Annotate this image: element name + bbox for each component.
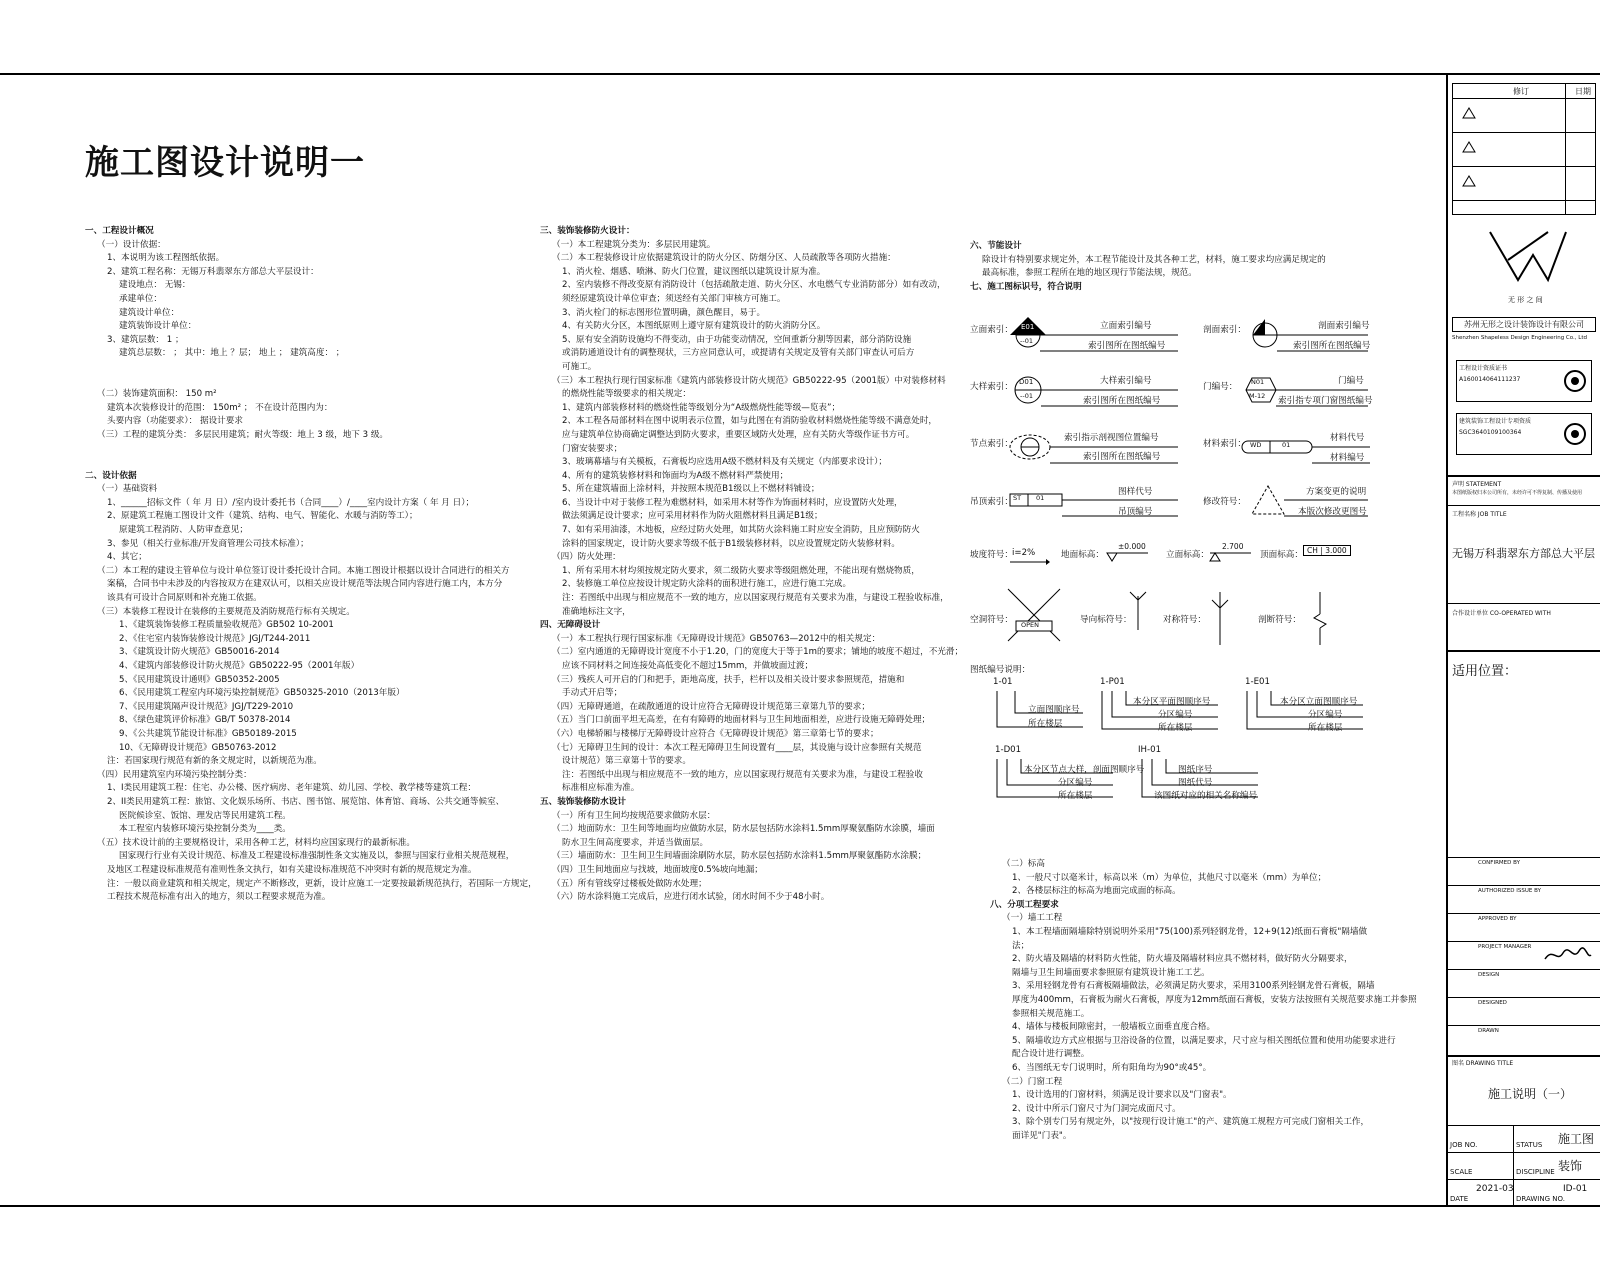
text-line: （二）装饰建筑面积： 150 m² xyxy=(97,389,217,400)
text-line: 2、室内装修不得改变原有消防设计（包括疏散走道、防火分区、水电燃气专业消防部分）如有改动， xyxy=(562,280,946,291)
floor-elev-value: ±0.000 xyxy=(1118,542,1146,551)
text-line: 7、《民用建筑隔声设计规范》JGJ/T229-2010 xyxy=(119,701,294,712)
tag4-b: 分区编号 xyxy=(1058,778,1093,788)
text-line: 建筑总层数： ； 其中：地上 ？层； 地上 ； 建筑高度： ； xyxy=(119,348,345,359)
text-line: （四）无障碍通道，在疏散通道的设计应符合无障碍设计规范第三章第九节的要求； xyxy=(552,701,870,712)
text-line: 1、______招标文件（ 年 月 日）/室内设计委托书（合同____）/____室内设计方案（ 年 月 日）； xyxy=(107,497,475,508)
opening-symbol xyxy=(1006,587,1062,643)
text-line: 5、《民用建筑设计通则》GB50352-2005 xyxy=(119,674,280,685)
text-line: 厚度为400mm，石膏板为耐火石膏板，厚度为12mm纸面石膏板，安装方法按照有关规范要求施工并参照 xyxy=(1012,994,1417,1005)
text-line: 1、消火栓、烟感、喷淋、防火门位置，建议图纸以建筑设计原为准。 xyxy=(562,266,826,277)
text-line: 4、《建筑内部装修设计防火规范》GB50222-95（2001年版） xyxy=(119,661,360,671)
date-label: DATE xyxy=(1450,1195,1469,1203)
text-line: 注：一般以商业建筑和相关规定，规定产不断修改，更新，设计应施工一定要按最新规范执行，若国际一方规定， xyxy=(107,878,537,889)
text-line: （二）本工程的建设主管单位与设计单位签订设计委托设计合同。本施工图设计根据以设计合同进行的相关方 xyxy=(97,565,510,576)
text-line: （二）地面防水：卫生间等地面均应做防水层，防水层包括防水涂料1.5mm厚聚氨酯防水涂膜，墙面 xyxy=(552,824,935,835)
text-line: 应该不同材料之间连接处高低变化不超过15mm，并做坡面过渡； xyxy=(562,661,814,671)
cooperated-label: 合作设计单位 CO-OPERATED WITH xyxy=(1452,610,1551,617)
text-line: 及地区工程建设标准规范有准则性条文执行，如有关建设标准规范不冲突时有新的规范规定为准。 xyxy=(107,864,477,875)
text-line: 9、《公共建筑节能设计标准》GB50189-2015 xyxy=(119,728,297,739)
job-title: 无锡万科翡翠东方部总大平层 xyxy=(1452,547,1595,560)
guide-symbol xyxy=(1128,590,1148,630)
status-label: STATUS xyxy=(1516,1141,1543,1149)
text-line: 涂料的国家规定，设计防火要求等级不低于B1级装修材料，以应设置规定防火装修材料。 xyxy=(562,538,900,549)
logo-caption: 无 形 之 间 xyxy=(1508,296,1543,304)
text-line: （三）本装修工程设计在装修的主要规范及消防规范行标有关规定。 xyxy=(97,606,355,617)
status-value: 施工图 xyxy=(1558,1132,1595,1146)
text-line: 防水卫生间高度要求，并适当做面层。 xyxy=(562,837,709,848)
revision-divider xyxy=(1565,84,1566,214)
tag2-c: 所在楼层 xyxy=(1158,723,1193,733)
text-line: 6、《民用建筑工程室内环境污染控制规范》GB50325-2010（2013年版） xyxy=(119,688,405,699)
text-line: 5、所在建筑墙面上涂材料，并按照本规范B1级以上不燃材料铺设； xyxy=(562,484,820,495)
text-line: （一）所有卫生间均按规范要求做防水层： xyxy=(552,810,716,821)
text-line: 建筑装饰设计单位： xyxy=(119,321,197,332)
ceiling-index-code: ST xyxy=(1013,494,1022,502)
slope-label: 坡度符号： xyxy=(970,550,1013,560)
text-line: 1、本工程墙面隔墙除特别说明外采用"75(100)系列轻钢龙骨，12+9(12)纸面石膏板"隔墙做 xyxy=(1012,926,1368,937)
text-line: （三）墙面防水：卫生间卫生间墙面涂刷防水层，防水层包括防水涂料1.5mm厚聚氨酯防水涂膜； xyxy=(552,851,927,862)
revision-triangles-icon xyxy=(1461,106,1477,206)
text-line: 准确地标注文字， xyxy=(562,606,631,617)
stamp1-title: 工程设计资质证书 xyxy=(1459,365,1508,372)
text-line: 2、II类民用建筑工程：旅馆、文化娱乐场所、书店、图书馆、展览馆、体育馆、商场、公共交通等候室、 xyxy=(107,796,505,807)
tag1-b: 所在楼层 xyxy=(1028,719,1063,729)
ceiling-elev-value: 3.000 xyxy=(1325,546,1347,555)
stamp2-seal-icon xyxy=(1563,422,1587,446)
text-line: （三）残疾人可开启的门和把手，距地高度，扶手，栏杆以及相关设计要求参照规范，措施和 xyxy=(552,674,905,685)
section-heading: 六、节能设计 xyxy=(970,241,1022,251)
stamp1-no: A160014064111237 xyxy=(1459,376,1521,383)
text-line: 建筑本次装修设计的范围： 150m² ； 不在设计范围内为： xyxy=(107,402,333,413)
text-line: 1、设计选用的门窗材料，须满足设计要求以及"门窗表"。 xyxy=(1012,1090,1232,1101)
revision-b: 本版次修改更图号 xyxy=(1298,507,1367,517)
text-line: 3、玻璃幕墙与有关模板，石膏板均应选用A级不燃材料及有关规定（内部要求设计）； xyxy=(562,457,888,468)
company-logo-icon xyxy=(1488,230,1568,290)
text-line: 承建单位： xyxy=(119,293,162,304)
tag2-code: 1-P01 xyxy=(1100,677,1125,687)
text-line: （二）本工程装修设计应依据建筑设计的防火分区、防烟分区、人员疏散等各项防火措施： xyxy=(552,253,896,264)
sect-index-label: 剖面索引： xyxy=(1203,325,1246,335)
text-line: 建筑设计单位： xyxy=(119,307,180,318)
node-index-b: 索引图所在图纸编号 xyxy=(1083,452,1161,462)
detail-index-a: 大样索引编号 xyxy=(1100,376,1152,386)
tag4-code: 1-D01 xyxy=(995,745,1022,755)
text-line: 头要内容（功能要求）： 据设计要求 xyxy=(107,416,243,427)
text-line: 该具有可设计合同原则和补充施工依据。 xyxy=(107,593,262,604)
node-index-label: 节点索引： xyxy=(970,439,1013,449)
text-line: 1、所有采用木材均须按规定防火要求，须二级防火要求等级阻燃处理，不能出现有燃烧物质， xyxy=(562,565,920,576)
tag3-c: 所在楼层 xyxy=(1308,723,1343,733)
tag5-c: 该图纸对应的相关名称编号 xyxy=(1154,791,1258,801)
text-line: 隔墙与卫生间墙面要求参照原有建筑设计施工工艺。 xyxy=(1012,967,1210,978)
detail-index-label: 大样索引： xyxy=(970,382,1013,392)
tag3-b: 分区编号 xyxy=(1308,710,1343,720)
footer-hline xyxy=(1448,1152,1600,1153)
tag1-a: 立面图顺序号 xyxy=(1028,705,1080,715)
text-line: 4、所有的建筑装修材料和饰面均为A级不燃材料严禁使用； xyxy=(562,470,789,481)
authorized-label: AUTHORIZED ISSUE BY xyxy=(1478,888,1541,894)
text-line: 2、防火墙及隔墙的材料防火性能，防火墙及隔墙材料应具不燃材料，做好防火分隔要求， xyxy=(1012,954,1353,965)
job-title-label: 工程名称 JOB TITLE xyxy=(1452,511,1507,518)
text-line: 医院候诊室、饭馆、理发店等民用建筑工程。 xyxy=(119,810,291,821)
door-no-code: N01 xyxy=(1251,378,1265,386)
text-line: 4、墙体与楼板间隙密封，一般墙板立面垂直度合格。 xyxy=(1012,1022,1216,1033)
tb-divider xyxy=(1448,857,1600,858)
tag5-a: 图纸序号 xyxy=(1178,765,1213,775)
text-line xyxy=(85,456,537,470)
column-elevations-works xyxy=(990,858,1417,1143)
column-general xyxy=(85,225,537,905)
tag3-a: 本分区立面图顺序号 xyxy=(1280,697,1358,707)
text-line: 2、本工程各局部材料在图中说明表示位置，如与此图在有消防验收材料燃烧性能等级不满意处时， xyxy=(562,416,938,427)
text-line: 最高标准，参照工程所在地的地区现行节能法规，规范。 xyxy=(982,268,1197,279)
drawing-sheet xyxy=(0,73,1600,1207)
mat-index-label: 材料索引： xyxy=(1203,439,1246,449)
text-line: 法； xyxy=(1012,940,1030,951)
opening-label: 空洞符号： xyxy=(970,615,1013,625)
ceiling-index-b: 吊顶编号 xyxy=(1118,507,1153,517)
stamp-2 xyxy=(1456,413,1592,455)
tag2-b: 分区编号 xyxy=(1158,710,1193,720)
text-line: 的燃烧性能等级要求的相关规定： xyxy=(562,389,691,400)
elev-index-b: 索引图所在图纸编号 xyxy=(1088,341,1166,351)
text-line: 国家现行行业有关设计规范、标准及工程建设标准强制性条文实施及以，参照与国家行业相关规范规程， xyxy=(119,851,515,862)
tb-divider xyxy=(1448,505,1600,506)
text-line: 2、装修施工单位应按设计规定防火涂料的面积进行施工，应进行施工完成。 xyxy=(562,579,852,590)
revision-label: 修改符号： xyxy=(1203,497,1246,507)
title-block xyxy=(1446,75,1600,1205)
stamp-1 xyxy=(1456,360,1592,402)
text-line: 建设地点： 无锡： xyxy=(119,280,191,291)
section-heading: 二、设计依据 xyxy=(85,470,137,481)
tb-divider xyxy=(1448,969,1600,970)
ceiling-elev-box: CH | 3.000 xyxy=(1303,545,1351,556)
column-fire-accessibility xyxy=(540,225,963,905)
section-heading: 一、工程设计概况 xyxy=(85,226,154,236)
stamp2-no: SGC3640109100364 xyxy=(1459,429,1522,436)
page-title: 施工图设计说明一 xyxy=(85,143,365,183)
text-line: 6、当设计中对于装修工程为难燃材料，如采用木材等作为饰面材料时，应设置防火处理， xyxy=(562,497,903,508)
sheet-no-title: 图纸编号说明： xyxy=(970,665,1031,675)
text-line: 1、《建筑装饰装修工程质量验收规范》GB502 10-2001 xyxy=(119,620,334,631)
sect-index-b: 索引图所在图纸编号 xyxy=(1293,341,1371,351)
tb-divider xyxy=(1448,913,1600,914)
text-line: 1、建筑内部装修材料的燃烧性能等级划分为“A级燃烧性能等级—览表”； xyxy=(562,402,841,413)
mat-index-b: 材料编号 xyxy=(1330,453,1365,463)
drawing-no-value: ID-01 xyxy=(1563,1184,1588,1194)
elev-index-code: E01 xyxy=(1021,323,1035,331)
ceiling-elev-code: CH xyxy=(1307,546,1318,555)
rev-row-line xyxy=(1453,200,1595,201)
revision-a: 方案变更的说明 xyxy=(1306,487,1367,497)
section-heading: 八、分项工程要求 xyxy=(990,899,1059,910)
section-heading: 七、施工图标识号，符合说明 xyxy=(970,281,1082,292)
text-line: 工程技术规范标准有出入的地方，须以工程要求规范为准。 xyxy=(107,892,331,903)
text-line: 应与建筑单位协商确定调整达到防火要求，重要区域防火处理，应有关防火等级作证书方可。 xyxy=(562,429,915,440)
elev-index-label: 立面索引： xyxy=(970,325,1013,335)
text-line: 1、本说明为该工程图纸依据。 xyxy=(107,253,225,264)
text-line: （一）墙工工程 xyxy=(1002,913,1063,924)
company-name-cn: 苏州无形之设计装饰设计有限公司 xyxy=(1452,317,1596,332)
text-line: 除设计有特别要求规定外，本工程节能设计及其各种工艺，材料，施工要求均应满足规定的 xyxy=(982,254,1326,265)
text-line: 案稿，合同书中未涉及的内容按双方在建双认可，以相关应设计规范等法规合同内容进行施工内，本方分 xyxy=(107,579,503,590)
text-line: 8、《绿色建筑评价标准》GB/T 50378-2014 xyxy=(119,715,291,726)
text-line: 注：若国家现行规范有新的条文规定时，以新规范为准。 xyxy=(107,756,322,767)
tag4-c: 所在楼层 xyxy=(1058,791,1093,801)
door-no-b: 索引指专项门窗图纸编号 xyxy=(1278,396,1373,406)
sect-index-a: 剖面索引编号 xyxy=(1318,321,1370,331)
floor-elev-label: 地面标高： xyxy=(1061,550,1104,560)
text-line: （二）门窗工程 xyxy=(1002,1076,1063,1087)
discipline-label: DISCIPLINE xyxy=(1516,1168,1555,1176)
symmetry-label: 对称符号： xyxy=(1163,615,1206,625)
slope-arrow xyxy=(1010,559,1050,565)
main-content xyxy=(0,75,1446,1205)
tb-divider xyxy=(1448,603,1600,604)
tb-divider xyxy=(1448,1025,1600,1026)
text-line: 7、如有采用油漆，木地板，应经过防火处理，如其防火涂料施工时应安全消防，且应预防防火 xyxy=(562,525,920,536)
text-line: 手动式开启等； xyxy=(562,688,623,699)
text-line: 3、《建筑设计防火规范》GB50016-2014 xyxy=(119,647,280,658)
elev-index-a: 立面索引编号 xyxy=(1100,321,1152,331)
text-line: 5、隔墙收边方式应根据与卫浴设备的位置，以满足要求，尺寸应与相关图纸位置和使用功能要求进行 xyxy=(1012,1035,1396,1046)
section-heading: 四、无障碍设计 xyxy=(540,620,601,631)
detail-index-b: 索引图所在图纸编号 xyxy=(1083,396,1161,406)
text-line: （四）民用建筑室内环境污染控制分类： xyxy=(97,769,252,780)
mat-index-code: WD xyxy=(1250,441,1262,449)
tb-divider xyxy=(1448,997,1600,998)
door-no-a: 门编号 xyxy=(1338,376,1364,386)
ceiling-elev-label: 顶面标高： xyxy=(1260,550,1303,560)
elev-mark-value: 2.700 xyxy=(1222,542,1244,551)
confirmed-label: CONFIRMED BY xyxy=(1478,860,1520,866)
drawing-title-label: 图名 DRAWING TITLE xyxy=(1452,1060,1514,1067)
text-line: （五）所有管线穿过楼板处做防水处理； xyxy=(552,878,707,889)
tb-divider xyxy=(1448,941,1600,942)
column-energy-symbols xyxy=(970,240,1326,294)
elev-index-sheet: --01 xyxy=(1020,337,1033,345)
text-line: 3、采用轻钢龙骨有石膏板隔墙做法，必须满足防火要求，采用3100系列轻钢龙骨石膏板，隔墙 xyxy=(1012,981,1375,992)
detail-index-sheet: --01 xyxy=(1020,392,1033,400)
text-line: 可施工。 xyxy=(562,361,597,372)
tag5-code: IH-01 xyxy=(1138,745,1162,755)
text-line xyxy=(85,443,537,457)
text-line: 注：若图纸中出现与相应规范不一致的地方，应以国家现行规范有关要求为准，与建设工程验收标准， xyxy=(562,593,949,604)
text-line: 做法须满足设计要求；应可采用材料作为防火阻燃材料且满足B1级； xyxy=(562,511,823,522)
text-line: （七）无障碍卫生间的设计：本次工程无障碍卫生间设置有____层，其设施与设计应参照有关规范 xyxy=(552,742,922,753)
elev-mark-label: 立面标高： xyxy=(1166,550,1209,560)
text-line: 须经原建筑设计单位审查；须送经有关部门审核方可施工。 xyxy=(562,293,786,304)
tb-divider xyxy=(1448,1055,1600,1057)
rev-row-line xyxy=(1453,166,1595,167)
statement-text: 本图纸版权归本公司所有，未经许可不得复制、传播及使用 xyxy=(1452,490,1583,496)
date-value: 2021-03 xyxy=(1476,1184,1514,1194)
mat-index-no: 01 xyxy=(1282,441,1291,449)
tb-divider xyxy=(1448,475,1600,477)
text-line: （五）技术设计前的主要规格设计，采用各种工艺，材料均应国家现行的最新标准。 xyxy=(97,837,415,848)
drawn-label: DRAWN xyxy=(1478,1028,1499,1034)
door-no-sheet: M-12 xyxy=(1249,392,1266,400)
door-no-label: 门编号： xyxy=(1203,382,1238,392)
text-line: 3、参见（相关行业标准/开发商管理公司技术标准）； xyxy=(107,538,309,549)
opening-text: OPEN xyxy=(1021,621,1040,629)
pm-signature-icon xyxy=(1543,945,1593,965)
text-line: 10、《无障碍设计规范》GB50763-2012 xyxy=(119,742,277,753)
footer-vline xyxy=(1513,1125,1514,1207)
text-line: 2、各楼层标注的标高为地面完成面的标高。 xyxy=(1012,886,1181,897)
text-line: （一）本工程执行现行国家标准《无障碍设计规范》GB50763—2012中的相关规定： xyxy=(552,633,881,644)
designed-label: DESIGNED xyxy=(1478,1000,1507,1006)
breakline-label: 剖断符号： xyxy=(1258,615,1301,625)
text-line xyxy=(85,361,537,375)
text-line: （二）标高 xyxy=(1002,859,1045,869)
text-line: 原建筑工程消防、人防审查意见； xyxy=(119,525,248,536)
text-line: 或消防通道设计有的调整现状，三方应同意认可，或提请有关规定及管有关部门审查认可后方 xyxy=(562,348,915,359)
text-line: 门窗安装要求； xyxy=(562,443,623,454)
drawing-no-label: DRAWING NO. xyxy=(1516,1195,1565,1203)
text-line: 3、除个别专门另有规定外，以"按现行设计施工"的产、建筑施工规程方可完成门窗相关工作， xyxy=(1012,1117,1370,1128)
text-line: 4、有关防火分区，本图纸原则上遵守原有建筑设计的防火消防分区。 xyxy=(562,321,826,332)
symmetry-symbol xyxy=(1208,590,1232,645)
text-line: 面详见"门表"。 xyxy=(1012,1130,1072,1141)
text-line: 5、原有安全消防设施均不得变动，由于功能变动情况，空间重新分割等因素，部分消防设施 xyxy=(562,334,912,345)
text-line: 3、建筑层数： 1 ； xyxy=(107,334,184,345)
mat-index-a: 材料代号 xyxy=(1330,433,1365,443)
text-line: 6、当图纸无专门说明时，所有阳角均为90°或45°。 xyxy=(1012,1062,1212,1073)
revision-table-header xyxy=(1453,84,1595,99)
ceiling-index-a: 图样代号 xyxy=(1118,487,1153,497)
text-line: 1、I类民用建筑工程：住宅、办公楼、医疗病房、老年建筑、幼儿园、学校、教学楼等建筑工程： xyxy=(107,783,476,794)
text-line: （四）卫生间地面应与找坡，地面坡度0.5%坡向地漏； xyxy=(552,864,763,875)
detail-index-code: D01 xyxy=(1019,378,1034,386)
discipline-value: 装饰 xyxy=(1558,1159,1583,1173)
text-line: （三）工程的建筑分类： 多层民用建筑；耐火等级：地上 3 级，地下 3 级。 xyxy=(97,429,389,440)
text-line: （六）防水涂料施工完成后，应进行闭水试验，闭水时间不少于48小时。 xyxy=(552,892,830,903)
ceiling-index-symbol xyxy=(1008,480,1188,524)
text-line: 本工程室内装修环境污染控制分类为____类。 xyxy=(119,824,291,835)
drawing-title: 施工说明（一） xyxy=(1488,1087,1573,1101)
design-label: DESIGN xyxy=(1478,972,1500,978)
job-no-label: JOB NO. xyxy=(1450,1141,1478,1149)
text-line: （一）本工程建筑分类为：多层民用建筑。 xyxy=(552,239,716,250)
scale-label: SCALE xyxy=(1450,1168,1473,1176)
text-line: 设计规范）第三章第十节的要求。 xyxy=(562,756,691,767)
tb-divider xyxy=(1448,650,1600,652)
text-line: 配合设计进行调整。 xyxy=(1012,1049,1090,1060)
tag2-a: 本分区平面图顺序号 xyxy=(1133,697,1211,707)
statement-label: 声明 STATEMENT xyxy=(1452,481,1502,488)
tag4-a: 本分区节点大样，剖面图顺序号 xyxy=(1024,765,1145,775)
apply-label: 适用位置： xyxy=(1452,664,1518,679)
date-header: 日期 xyxy=(1575,87,1591,96)
pm-label: PROJECT MANAGER xyxy=(1478,944,1532,950)
rev-row-line xyxy=(1453,132,1595,133)
stamp2-title: 建筑装饰工程设计专项资质 xyxy=(1459,418,1532,425)
rev-header: 修订 xyxy=(1513,87,1529,96)
tb-divider xyxy=(1448,885,1600,886)
tag3-code: 1-E01 xyxy=(1245,677,1270,687)
text-line: 参照相关规范施工。 xyxy=(1012,1008,1090,1019)
tag1-code: 1-01 xyxy=(993,677,1013,687)
text-line: 标准相应标准为准。 xyxy=(562,783,640,794)
text-line: （五）当门口前面平坦无高差，在有有障碍的地面材料与卫生间地面相差，应进行设施无障碍处理； xyxy=(552,715,931,726)
text-line: （一）基础资料 xyxy=(97,484,158,495)
text-line: （六）电梯轿厢与楼梯厅无障碍设计应符合《无障碍设计规范》第三章第七节的要求； xyxy=(552,728,879,739)
node-index-a: 索引指示剖视图位置编号 xyxy=(1064,433,1159,443)
section-heading: 三、装饰装修防火设计： xyxy=(540,226,635,236)
text-line: 4、其它； xyxy=(107,552,147,563)
text-line: 2、设计中所示门窗尺寸为门洞完成面尺寸。 xyxy=(1012,1103,1181,1114)
guide-label: 导向标符号： xyxy=(1080,615,1132,625)
text-line: （二）室内通道的无障碍设计宽度不小于1.20，门的宽度大于等于1m的要求；铺地的坡度不超过，不光滑； xyxy=(552,647,964,658)
text-line: 1、一般尺寸以毫米计，标高以米（m）为单位，其他尺寸以毫米（mm）为单位； xyxy=(1012,872,1327,883)
text-line: 注：若图纸中出现与相应规范不一致的地方，应以国家现行规范有关要求为准，与建设工程验收 xyxy=(562,769,923,780)
tag5-b: 图纸代号 xyxy=(1178,778,1213,788)
slope-value: i=2% xyxy=(1012,548,1036,558)
company-name-en: Shenzhen Shapeless Design Engineering Co., Ltd xyxy=(1452,335,1588,341)
text-line: （四）防火处理： xyxy=(552,552,621,563)
text-line: （三）本工程执行现行国家标准《建筑内部装修设计防火规范》GB50222-95（2001版）中对装修材料 xyxy=(552,375,946,386)
symbols-legend xyxy=(970,315,1373,865)
section-heading: 五、装饰装修防水设计 xyxy=(540,796,626,807)
text-line: 2、原建筑工程施工图设计文件（建筑、结构、电气、智能化、水暖与消防等工）； xyxy=(107,511,418,522)
footer-hline xyxy=(1448,1179,1600,1180)
text-line: 3、消火栓门的标志图形位置明确，颜色醒目，易于。 xyxy=(562,307,766,318)
ceiling-index-no: 01 xyxy=(1036,494,1045,502)
breakline-symbol xyxy=(1308,590,1332,645)
text-line: 2、建筑工程名称：无锡万科翡翠东方部总大平层设计： xyxy=(107,266,319,277)
text-line: 2、《住宅室内装饰装修设计规范》JGJ/T244-2011 xyxy=(119,633,311,644)
ceiling-index-label: 吊顶索引： xyxy=(970,497,1013,507)
revision-table xyxy=(1452,83,1596,215)
text-line: （一）设计依据： xyxy=(97,239,166,250)
title-block-footer xyxy=(1448,1125,1600,1207)
approved-label: APPROVED BY xyxy=(1478,916,1517,922)
stamp1-seal-icon xyxy=(1563,369,1587,393)
text-line xyxy=(85,375,537,389)
